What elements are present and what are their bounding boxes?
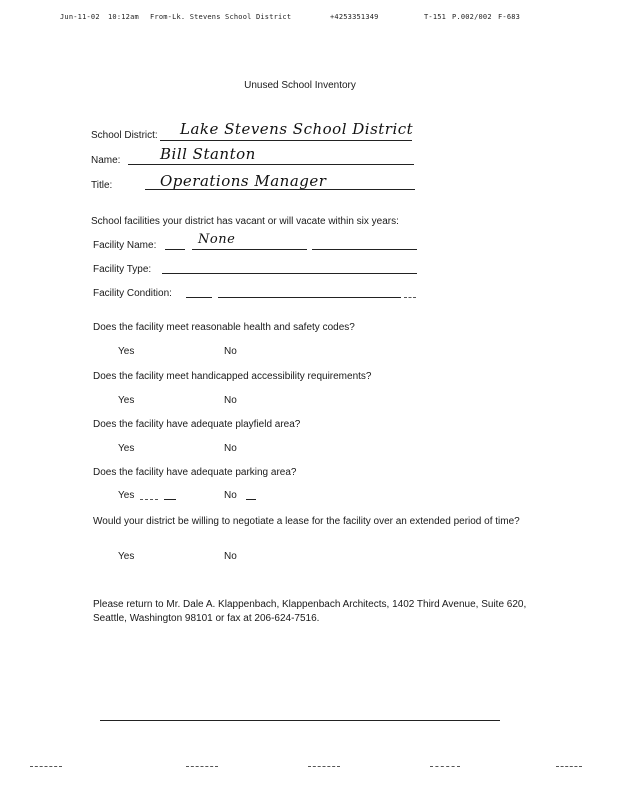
fax-date: Jun-11-02 [60,13,100,21]
fax-edge-mark-3 [308,766,340,767]
fax-from: From-Lk. Stevens School District [150,13,292,21]
title-label: Title: [91,180,113,191]
facility-name-label: Facility Name: [93,240,157,251]
title-line [145,189,415,190]
question-parking: Does the facility have adequate parking area? [93,467,297,478]
name-line [128,164,414,165]
answer-yes-4-blank-b [164,499,176,500]
answer-no-4[interactable]: No [224,490,237,501]
title-value[interactable]: Operations Manager [160,172,327,190]
facility-type-line[interactable] [162,273,417,274]
answer-no-5[interactable]: No [224,551,237,562]
answer-yes-4-blank-a [140,499,158,500]
fax-edge-mark-5 [556,766,582,767]
facility-condition-label: Facility Condition: [93,288,172,299]
answer-no-4-blank [246,499,256,500]
question-lease: Would your district be willing to negotiate a lease for the facility over an extended period of time? [93,516,520,527]
answer-no-2[interactable]: No [224,395,237,406]
facility-condition-line-c [404,297,416,298]
facility-condition-line-b[interactable] [218,297,401,298]
fax-job: T-151 [424,13,447,21]
page-title: Unused School Inventory [244,80,356,91]
fax-edge-mark-4 [430,766,460,767]
question-health-safety: Does the facility meet reasonable health and safety codes? [93,322,355,333]
school-district-label: School District: [91,130,158,141]
question-playfield: Does the facility have adequate playfield area? [93,419,301,430]
answer-yes-3[interactable]: Yes [118,443,135,454]
answer-no-1[interactable]: No [224,346,237,357]
name-label: Name: [91,155,121,166]
facility-name-line-a [165,249,185,250]
school-district-line [160,140,412,141]
facility-name-line-b [192,249,307,250]
facilities-prompt: School facilities your district has vacant or will vacate within six years: [91,216,399,227]
fax-phone: +4253351349 [330,13,379,21]
fax-edge-mark-1 [30,766,62,767]
name-value[interactable]: Bill Stanton [160,145,256,163]
fax-edge-mark-2 [186,766,218,767]
fax-pages: P.002/002 [452,13,492,21]
fax-code: F-683 [498,13,521,21]
bottom-rule [100,720,500,721]
return-instructions: Please return to Mr. Dale A. Klappenbach, Klappenbach Architects, 1402 Third Avenue, Suite 620, Seattle, Washington 98101 or fax at 206-624-7516. [93,599,527,624]
facility-type-label: Facility Type: [93,264,152,275]
answer-no-3[interactable]: No [224,443,237,454]
school-district-value[interactable]: Lake Stevens School District [180,120,414,138]
answer-yes-2[interactable]: Yes [118,395,135,406]
facility-name-value[interactable]: None [198,232,236,247]
fax-time: 10:12am [108,13,139,21]
answer-yes-4[interactable]: Yes [118,490,135,501]
facility-condition-line-a [186,297,212,298]
answer-yes-5[interactable]: Yes [118,551,135,562]
question-accessibility: Does the facility meet handicapped accessibility requirements? [93,371,372,382]
facility-name-line-c [312,249,417,250]
answer-yes-1[interactable]: Yes [118,346,135,357]
